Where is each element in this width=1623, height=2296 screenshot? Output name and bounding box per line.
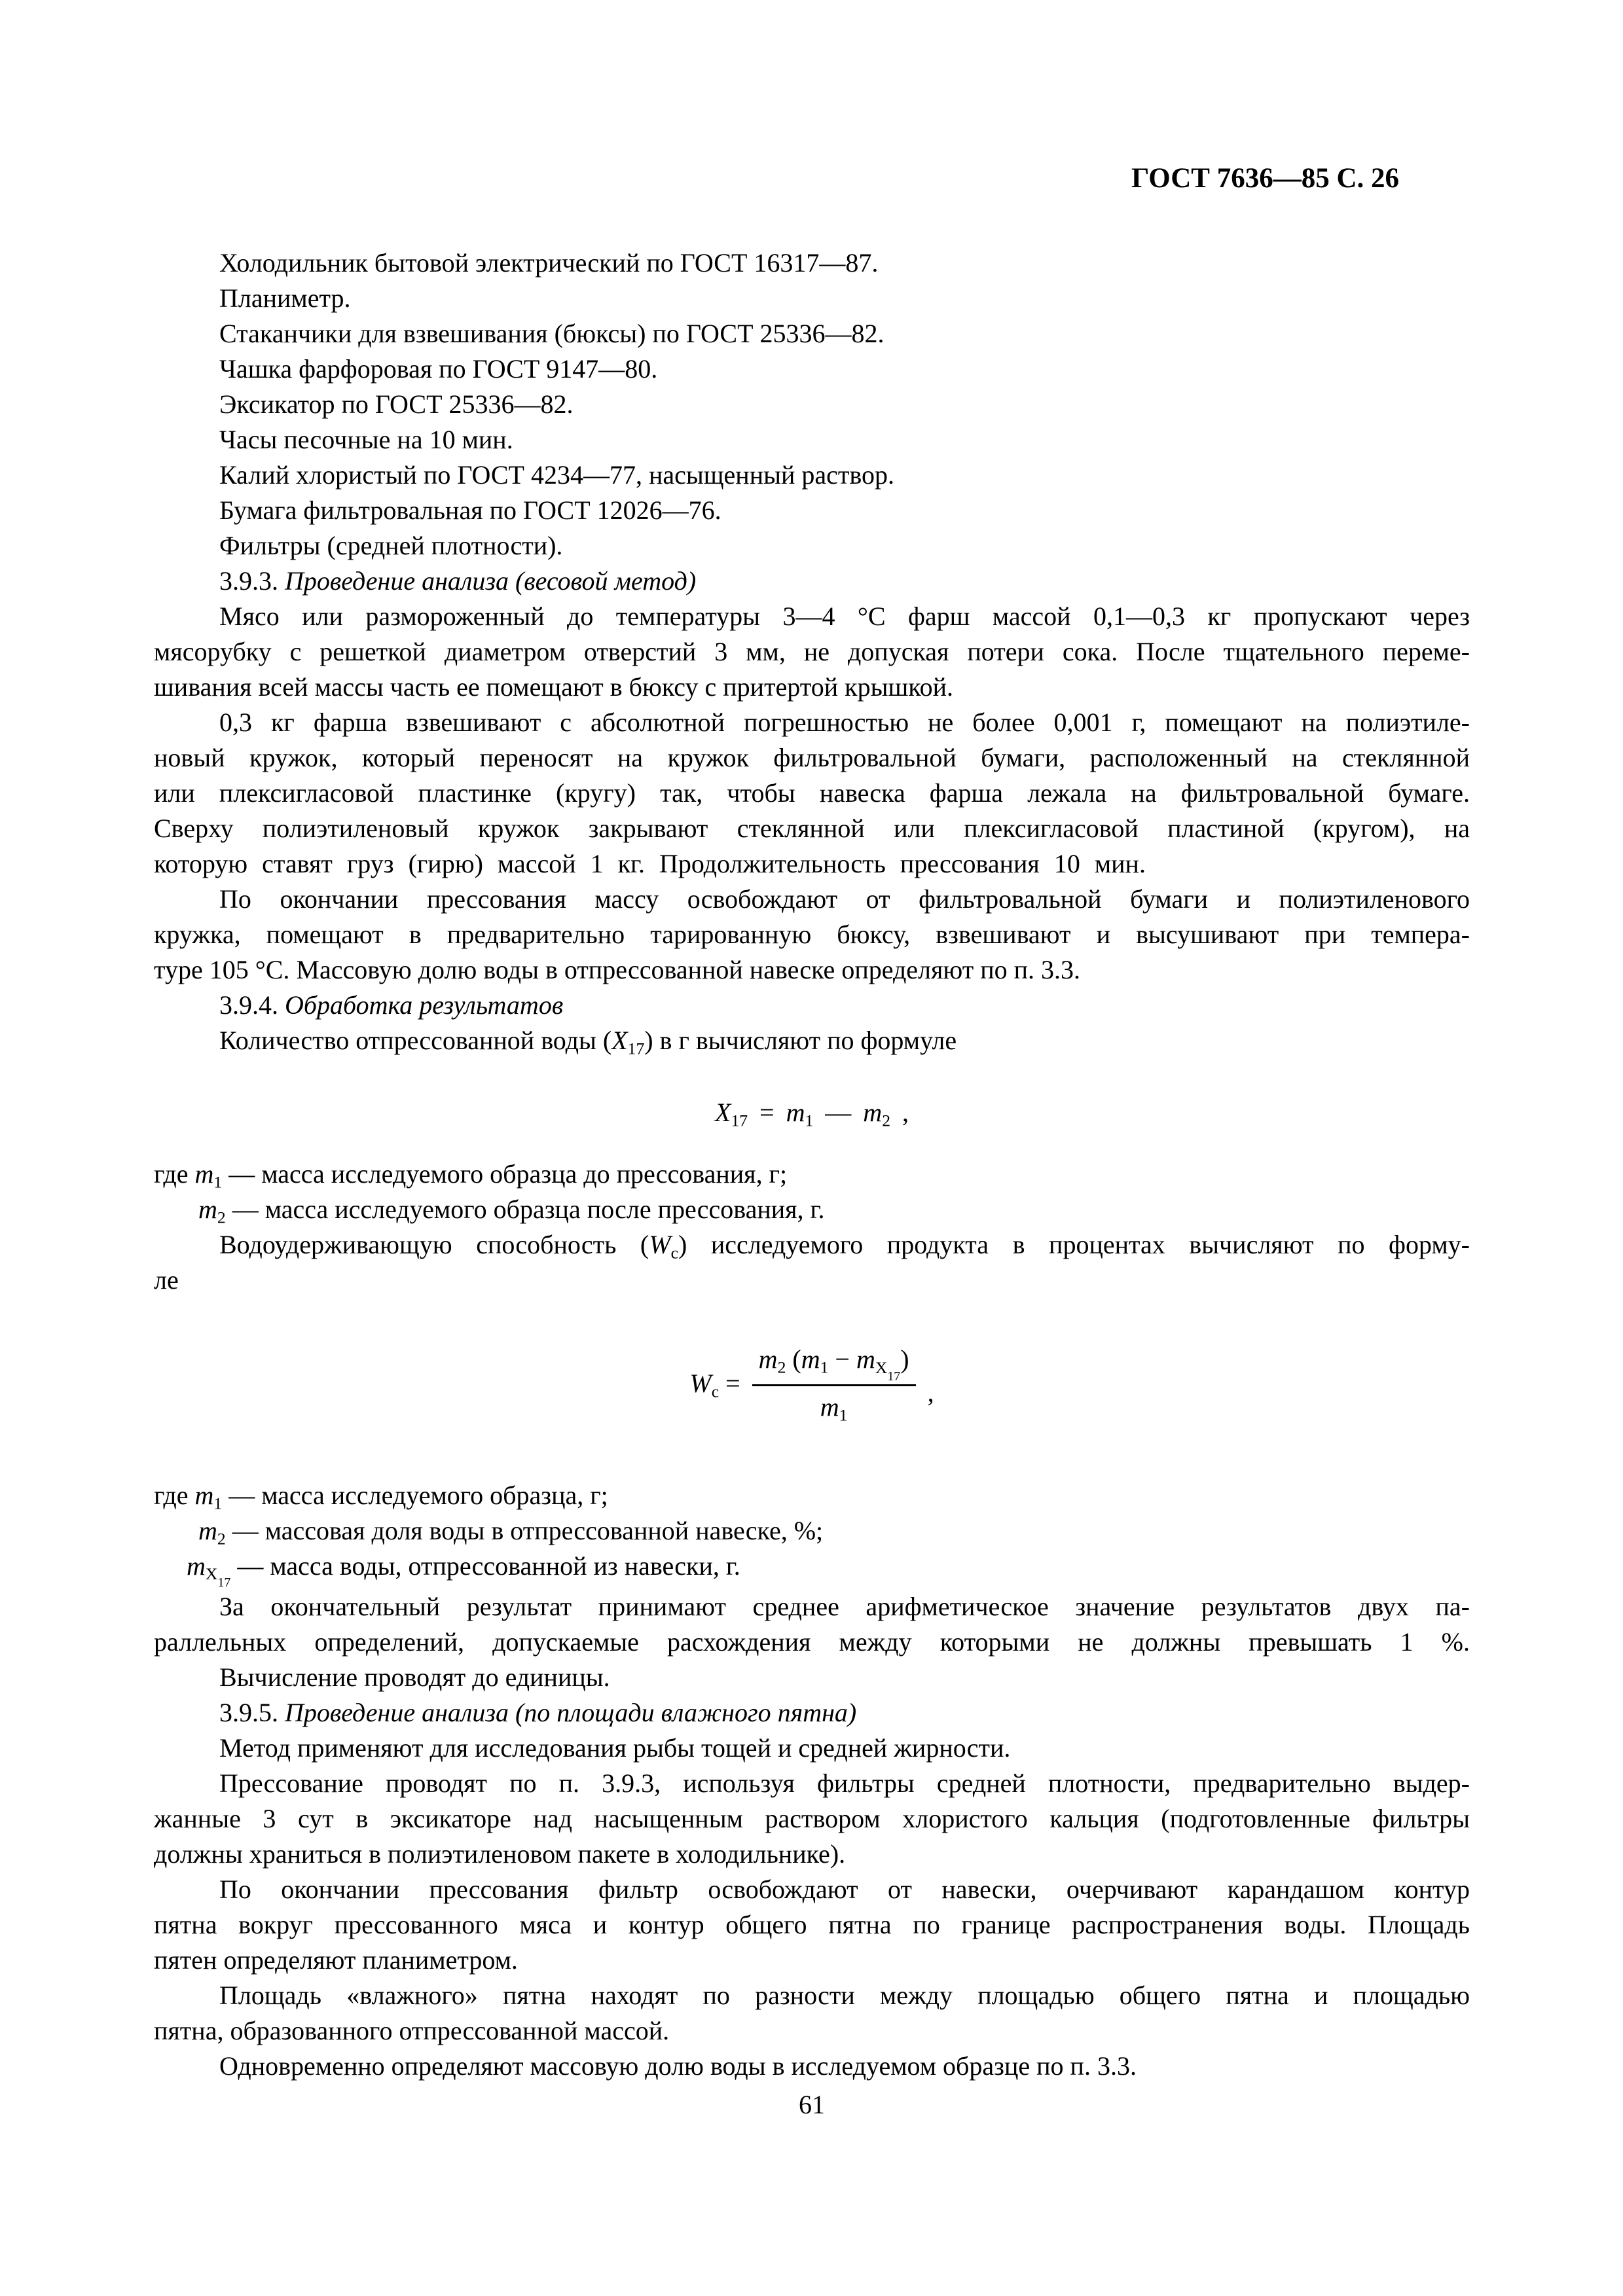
text-line: Бумага фильтровальная по ГОСТ 12026—76. [219, 495, 721, 525]
text-line: Прессование проводят по п. 3.9.3, используя фильтры средней плотности, предварительно выдер- [219, 1768, 1470, 1798]
section-heading: 3.9.3. Проведение анализа (весовой метод) [219, 566, 697, 596]
text-line: По окончании прессования фильтр освобождают от навески, очерчивают карандашом контур [219, 1874, 1470, 1904]
text-line: раллельных определений, допускаемые расхождения между которыми не должны превышать 1 %. [154, 1626, 1470, 1657]
text-line: $m_2$ — масса исследуемого образца после прессования, г. [198, 1194, 825, 1227]
formula-lhs: $W_c$ = [689, 1368, 740, 1401]
text-line: Метод применяют для исследования рыбы тощей и средней жирности. [219, 1732, 1011, 1763]
text-line: Одновременно определяют массовую долю воды в исследуемом образце по п. 3.3. [219, 2051, 1137, 2081]
section-heading: 3.9.4. Обработка результатов [219, 990, 564, 1020]
text-line: По окончании прессования массу освобождают от фильтровальной бумаги и полиэтиленового [219, 884, 1470, 914]
text-line: кружка, помещают в предварительно тарированную бюксу, взвешивают и высушивают при темпера- [154, 920, 1470, 949]
text-line: или плексигласовой пластинке (кругу) так, чтобы навеска фарша лежала на фильтровальной бумаге. [154, 778, 1470, 808]
text-line: Количество отпрессованной воды $(X_{17})$ в г вычисляют по формуле [219, 1026, 957, 1058]
text-line: Вычисление проводят до единицы. [219, 1662, 610, 1692]
fraction-denominator: $m_1$ [752, 1384, 916, 1423]
text-line: жанные 3 сут в эксикаторе над насыщенным раствором хлористого кальция (подготовленные фильтры [154, 1803, 1470, 1833]
text-line: которую ставят груз (гирю) массой 1 кг. Продолжительность прессования 10 мин. [154, 849, 1146, 878]
formula-tail: , [927, 1377, 934, 1407]
text-line: туре 105 °С. Массовую долю воды в отпрессованной навеске определяют по п. 3.3. [154, 955, 1081, 984]
formula-x17: $X_{17} = m_1$ — $m_2$ , [715, 1098, 909, 1130]
text-line: где $m_1$ — масса исследуемого образца до прессования, г; [154, 1159, 788, 1192]
text-line: где $m_1$ — масса исследуемого образца, г; [154, 1480, 608, 1513]
formula-wc [154, 1344, 1470, 1423]
fraction-numerator: $m_2$ $(m_1 - m_{X_{17}})$ [758, 1344, 909, 1384]
text-line: $m_2$ — массовая доля воды в отпрессованной навеске, %; [198, 1515, 824, 1549]
text-line: Планиметр. [219, 283, 351, 313]
text-line: пятна вокруг прессованного мяса и контур общего пятна по границе распространения воды. Площадь [154, 1909, 1470, 1939]
text-line: шивания всей массы часть ее помещают в бюксу с притертой крышкой. [154, 672, 954, 702]
text-line: 0,3 кг фарша взвешивают с абсолютной погрешностью не более 0,001 г, помещают на полиэтиле- [219, 708, 1470, 737]
text-line: Мясо или размороженный до температуры 3—4 °С фарш массой 0,1—0,3 кг пропускают через [219, 601, 1470, 631]
text-line: Стаканчики для взвешивания (бюксы) по ГОСТ 25336—82. [219, 319, 884, 348]
text-line: $m_{X_{17}}$ — масса воды, отпрессованной из навески, г. [187, 1551, 740, 1590]
text-line: Водоудерживающую способность $(W_c)$ исследуемого продукта в процентах вычисляют по форму- [219, 1230, 1470, 1263]
text-line: Часы песочные на 10 мин. [219, 425, 513, 454]
page-number: 61 [799, 2090, 825, 2119]
section-heading: 3.9.5. Проведение анализа (по площади влажного пятна) [219, 1697, 857, 1727]
text-line: пятна, образованного отпрессованной массой. [154, 2015, 670, 2045]
fraction [752, 1344, 916, 1423]
text-line: пятен определяют планиметром. [154, 1945, 518, 1975]
text-line: Калий хлористый по ГОСТ 4234—77, насыщенный раствор. [219, 460, 894, 490]
text-line: должны храниться в полиэтиленовом пакете в холодильнике). [154, 1839, 846, 1869]
text-line: новый кружок, который переносят на кружок фильтровальной бумаги, расположенный на стеклянной [154, 743, 1470, 772]
text-line: Сверху полиэтиленовый кружок закрывают стеклянной или плексигласовой пластиной (кругом), на [154, 814, 1470, 843]
text-line: Фильтры (средней плотности). [219, 531, 563, 560]
text-line: За окончательный результат принимают среднее арифметическое значение результатов двух па- [219, 1591, 1470, 1621]
page-header: ГОСТ 7636—85 С. 26 [1131, 163, 1399, 194]
text-line: мясорубку с решеткой диаметром отверстий 3 мм, не допуская потери сока. После тщательного переме- [154, 637, 1470, 666]
text-line: Площадь «влажного» пятна находят по разности между площадью общего пятна и площадью [219, 1980, 1470, 2010]
text-line: ле [154, 1265, 179, 1295]
document-body [154, 245, 1470, 2084]
text-line: Эксикатор по ГОСТ 25336—82. [219, 389, 574, 419]
text-line: Холодильник бытовой электрический по ГОСТ 16317—87. [219, 248, 879, 278]
text-line: Чашка фарфоровая по ГОСТ 9147—80. [219, 354, 658, 384]
